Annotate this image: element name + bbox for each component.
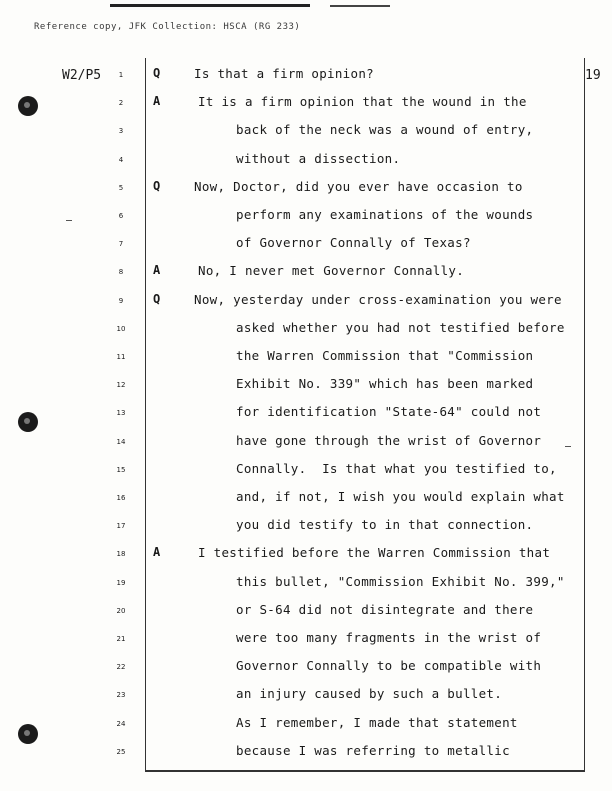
line-number: 9 [118,296,124,305]
transcript-text: perform any examinations of the wounds [236,207,534,222]
line-number: 24 [116,719,126,728]
transcript-text: Governor Connally to be compatible with [236,658,542,674]
transcript-line [0,320,612,348]
transcript-text: without a dissection. [236,150,401,166]
transcript-text: back of the neck was a wound of entry, [236,122,534,138]
line-number: 19 [116,578,126,587]
line-number: 2 [118,99,124,108]
transcript-text: It is a firm opinion that the wound in the [198,94,527,110]
line-number: 12 [116,381,126,390]
transcript-text: or S-64 did not disintegrate and there [236,601,534,617]
transcript-line [0,658,612,686]
transcript-text: Now, yesterday under cross-examination you were [194,291,562,307]
line-number: 11 [116,353,126,361]
transcript-line [0,404,612,432]
line-number: 8 [118,268,124,277]
line-number: 13 [116,409,126,418]
transcript-line [0,292,612,320]
line-number: 3 [118,127,124,136]
line-number: 10 [116,324,126,333]
transcript-line [0,602,612,630]
line-number: 4 [118,155,124,164]
transcript-text: Is that a firm opinion? [194,66,374,81]
transcript-text: the Warren Commission that "Commission [236,348,534,363]
line-number: 5 [118,183,124,192]
transcript-line [0,433,612,461]
line-number: 25 [116,747,126,756]
speaker-label: A [153,545,161,560]
line-number: 1 [118,71,124,79]
line-number: 23 [116,691,126,700]
transcript-line [0,179,612,207]
speaker-label: A [153,94,161,109]
transcript-text: you did testify to in that connection. [236,517,534,533]
transcript-line [0,151,612,179]
transcript-text: for identification "State-64" could not [236,404,542,420]
transcript-text: because I was referring to metallic [236,742,510,758]
line-number: 15 [116,465,126,474]
line-number: 22 [116,663,126,672]
line-number: 7 [118,240,124,249]
line-number: 18 [116,550,126,559]
transcript-line [0,715,612,743]
transcript-line [0,66,612,94]
transcript-text: this bullet, "Commission Exhibit No. 399," [236,573,565,589]
transcript-line [0,517,612,545]
page-id: W2/P5 [62,68,102,83]
transcript-line [0,348,612,376]
transcript-text: an injury caused by such a bullet. [236,686,503,702]
line-number: 16 [116,494,126,502]
line-number: 14 [116,437,126,446]
line-number: 21 [116,635,126,643]
line-number: 20 [116,606,126,615]
line-number: 6 [118,212,124,220]
transcript-line [0,686,612,714]
transcript-text: and, if not, I wish you would explain what [236,489,565,504]
transcript-line [0,489,612,517]
transcript-text: of Governor Connally of Texas? [236,235,471,251]
line-number: 17 [116,522,126,531]
page-number: 19 [585,68,601,83]
transcript-text: have gone through the wrist of Governor [236,432,542,448]
transcript-line [0,545,612,573]
scan-mark-top-2 [330,5,390,7]
transcript-line [0,94,612,122]
transcript-text: As I remember, I made that statement [236,714,518,730]
transcript-line [0,207,612,235]
transcript-line [0,122,612,150]
transcript-text: asked whether you had not testified before [236,319,565,335]
speaker-label: Q [153,178,161,193]
transcript-text: Now, Doctor, did you ever have occasion to [194,178,523,194]
transcript-text: No, I never met Governor Connally. [198,263,465,279]
transcript-line [0,630,612,658]
transcript-line [0,235,612,263]
transcript-line [0,743,612,771]
transcript-text: were too many fragments in the wrist of [236,630,542,645]
transcript-line [0,574,612,602]
transcript-line [0,461,612,489]
transcript-line [0,376,612,404]
scan-mark-top [110,4,310,7]
transcript-text: Connally. Is that what you testified to, [236,460,557,476]
transcript-text: I testified before the Warren Commission that [198,545,551,561]
transcript-line [0,263,612,291]
speaker-label: A [153,263,161,278]
speaker-label: Q [153,291,161,306]
reference-header: Reference copy, JFK Collection: HSCA (RG 233) [34,22,301,32]
speaker-label: Q [153,66,161,80]
transcript-text: Exhibit No. 339" which has been marked [236,376,534,392]
